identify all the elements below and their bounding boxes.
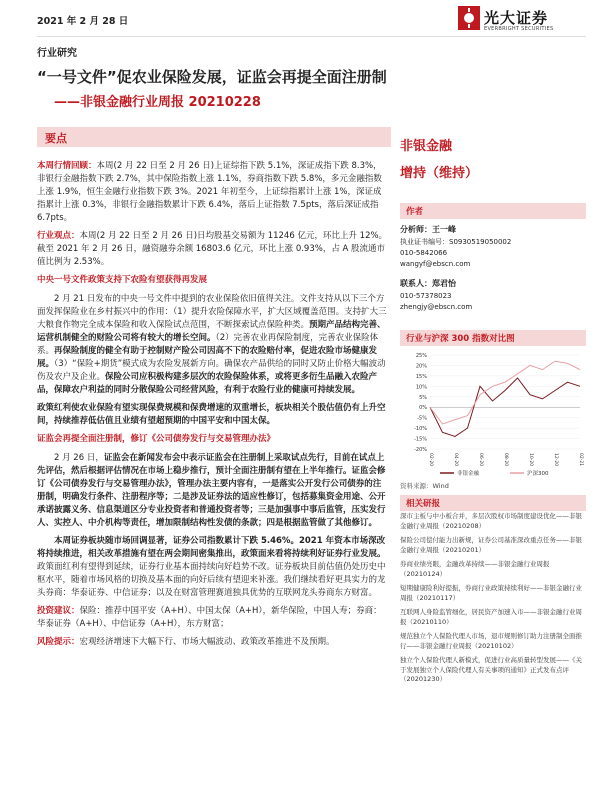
section1-title: 中央一号文件政策支持下农险有望获得再发展 bbox=[37, 275, 208, 285]
contact-email: zhengjy@ebscn.com bbox=[400, 303, 473, 311]
related-report-item[interactable]: 券商业绩亮眼，金融改革持续——非银金融行业周报（20210124） bbox=[400, 560, 550, 578]
logo-text-cn: 光大证券 bbox=[484, 9, 549, 27]
company-logo bbox=[458, 6, 588, 38]
report-category: 行业研究 bbox=[37, 48, 77, 59]
section2-title: 证监会再提全面注册制，修订《公司债券发行与交易管理办法》 bbox=[37, 434, 276, 444]
y-tick-label: 15% bbox=[415, 373, 427, 380]
x-tick-label: 04-20 bbox=[453, 453, 458, 467]
y-tick-label: 25% bbox=[415, 353, 427, 359]
s2p1a: 2 月 26 日， bbox=[54, 453, 104, 463]
legend-label: 沪深300 bbox=[527, 471, 549, 477]
investment-picks bbox=[37, 605, 389, 631]
picks-text: 保险：推荐中国平安（A+H）、中国太保（A+H），新华保险，中国人寿；券商：华泰证券（A+H）、中信证券（A+H），东方财富； bbox=[37, 606, 382, 629]
series-line bbox=[430, 361, 580, 424]
page-title: “一号文件”促农业保险发展，证监会再提全面注册制 bbox=[37, 68, 387, 86]
y-tick-label: 20% bbox=[415, 363, 427, 370]
section2-paragraph2 bbox=[37, 535, 389, 600]
x-tick-label: 02-20 bbox=[428, 453, 433, 467]
related-reports bbox=[400, 512, 586, 690]
related-report-item[interactable]: 深市主板与中小板合并，多层次股权市场制度建设优化——非银金融行业周报（20210208） bbox=[400, 512, 582, 530]
header-divider bbox=[37, 36, 586, 37]
y-tick-label: -10% bbox=[414, 426, 427, 433]
y-tick-label: -5% bbox=[417, 415, 427, 422]
related-report-item[interactable]: 独立个人保险代理人新模式，促进行业高质量转型发展——《关于发展独立个人保险代理人有关事项的通知》正式发布点评（20201230） bbox=[400, 656, 582, 683]
rating: 增持（维持） bbox=[400, 166, 479, 181]
weekly-review bbox=[37, 160, 389, 225]
logo-sun-icon bbox=[458, 6, 480, 30]
x-tick-label: 06-20 bbox=[478, 453, 483, 467]
related-report-item[interactable]: 保险公司偿付能力出新规，证券公司基准深改重点任务——非银金融行业周报（20210201） bbox=[400, 536, 582, 554]
related-label: 相关研报 bbox=[406, 499, 441, 509]
x-tick-label: 10-20 bbox=[528, 453, 533, 467]
section2-paragraph1 bbox=[37, 452, 389, 530]
risk-text: 宏观经济增速下大幅下行、市场大幅波动、政策改革推进不及预期。 bbox=[79, 637, 335, 647]
picks-label: 投资建议： bbox=[37, 606, 80, 616]
related-report-item[interactable]: 规范独立个人保险代理人市场，退市规则修订助力注册制全面推行——非银金融行业周报（20210102） bbox=[400, 632, 582, 650]
review-label: 本周行情回顾： bbox=[37, 161, 97, 171]
contact-phone: 010-57378023 bbox=[400, 292, 452, 300]
s1p1d: 再保险制度的健全有助于控制财产险公司因高不下的农险赔付率，促进农险市场健康发展。 bbox=[37, 346, 378, 369]
s2p2a: 本周证券板块随市场回调显著，证券公司指数累计下跌 5.46%。2021 年资本市场深改将持续推进，相关改革措施有望在两会期间密集推出，政策面来看将持续利好证券行业发展。 bbox=[37, 536, 386, 559]
s1p1b: 预期产品结构完善、运营机制健全的财险公司将有较大的增长空间。 bbox=[37, 320, 386, 343]
legend-label: 非银金融 bbox=[457, 471, 480, 477]
chart-header bbox=[400, 330, 586, 346]
main-content bbox=[37, 160, 389, 654]
viewpoint-text: 本周(2 月 22 日至 2 月 26 日)日均股基交易额为 11246 亿元，环比上升 12%。截至 2021 年 2 月 26 日，融资融券余额 16803.6 亿元，环比上涨 0.93%，占 A 股流通市值比例为 2.53%。 bbox=[37, 231, 388, 267]
x-tick-label: 02-21 bbox=[578, 453, 583, 467]
contact-name: 联系人：郑君怡 bbox=[400, 279, 456, 288]
risk-label: 风险提示： bbox=[37, 637, 80, 647]
chart-source: 资料来源：Wind bbox=[400, 482, 449, 490]
key-points-label: 要点 bbox=[45, 132, 67, 145]
section1-paragraph1 bbox=[37, 293, 389, 397]
report-date: 2021 年 2 月 28 日 bbox=[37, 16, 129, 27]
comparison-chart bbox=[400, 349, 586, 479]
s2p1c: ，管理办法主要内容有，一是落实公开发行公司债券的注册制，明确发行条件、注册程序等；二是涉及证券法的适应性修订，包括募集资金用途、公开承诺披露义务、信息渠道区分专业投资者和普通投资者等；三是加强事中事后监管，压实发行人、实控人、中介机构等责任，增加限制结构性发债的条款；四是根据监管做了其他修订。 bbox=[37, 479, 386, 528]
review-text: 本周(2 月 22 日至 2 月 26 日)上证综指下跌 5.1%，深证成指下跌 8.3%，非银行金融指数下跌 2.7%，其中保险指数上涨 1.1%，券商指数下跌 5.8%，多元金融指数上涨 1.9%，恒生金融行业指数下跌 3%。2021 年初至今，上证综指累计上涨 1%，深证成指累计上涨 0.3%，非银行金融指数累计下跌 6.4%，落后上证指数 7.5pts，落后深证成指 6.7pts。 bbox=[37, 161, 382, 223]
y-tick-label: -20% bbox=[414, 447, 427, 453]
author-label: 作者 bbox=[406, 207, 424, 217]
related-report-item[interactable]: 短期健康险利好提振，券商行业政策持续利好——非银金融行业周报（20210117） bbox=[400, 584, 582, 602]
analyst-email: wangyf@ebscn.com bbox=[400, 260, 471, 268]
industry-name: 非银金融 bbox=[400, 139, 453, 154]
analyst-phone: 010-5842066 bbox=[400, 249, 448, 257]
y-tick-label: 0% bbox=[419, 405, 427, 412]
y-tick-label: 10% bbox=[415, 384, 427, 391]
s2p2b: 政策面红利有望得到延续，证券行业基本面持续向好趋势不改。证券板块目前估值仍处历史中枢水平，随着市场风格的切换及基本面的向好后续有望迎来补涨。我们继续看好更具实力的龙头券商：华泰证券、中信证券；以及在财富管理赛道独具优势的互联网龙头券商东方财富。 bbox=[37, 562, 386, 598]
s1p1e: （3）“保险+期货”模式成为农险发展新方向。确保农产品供给的同时又防止价格大幅波动伤及农户及企业。 bbox=[37, 359, 386, 382]
x-tick-label: 12-20 bbox=[553, 453, 558, 467]
viewpoint-label: 行业观点： bbox=[37, 231, 80, 241]
logo-text-en: EVERBRIGHT SECURITIES bbox=[484, 26, 554, 32]
analyst-name: 分析师：王一峰 bbox=[400, 225, 456, 234]
related-report-item[interactable]: 互联网人身险监管细化，居民资产加速入市——非银金融行业周报（20210110） bbox=[400, 608, 582, 626]
chart-label: 行业与沪深 300 指数对比图 bbox=[406, 334, 515, 344]
risk-warning bbox=[37, 636, 389, 649]
y-tick-label: 5% bbox=[419, 394, 427, 401]
analyst-cert: 执业证书编号：S0930519050002 bbox=[400, 238, 512, 246]
s1p1c: （2）完善农业再保险制度，完善农业保险体系。 bbox=[37, 333, 379, 356]
author-header bbox=[400, 203, 586, 219]
industry-view bbox=[37, 230, 389, 269]
s1p1f: 保险公司应积极构建多层次的农险保险体系，或将更多衍生品融入农险产品，保障农户利益的同时分散保险公司经营风险，有利于农险行业的健康可持续发展。 bbox=[37, 372, 378, 395]
s1p1a: 2 月 21 日发布的中央一号文件中提到的农业保险依旧值得关注。文件支持从以下三个方面发挥保险业在乡村振兴中的作用：（1）提升农险保障水平，扩大区域覆盖范围。支持扩大三大粮食作物完全成本保险和收入保险试点范围，不断探索试点保险种类。 bbox=[37, 294, 387, 330]
section1-paragraph2: 政策红利使农业保险有望实现保费规模和保费增速的双重增长，板块相关个股估值仍有上升空间，持续推荐低估值且业绩有望超预期的中国平安和中国太保。 bbox=[37, 403, 386, 426]
page-subtitle: ——非银金融行业周报 20210228 bbox=[54, 95, 261, 110]
y-tick-label: -15% bbox=[414, 436, 427, 443]
s2p1b: 证监会在新闻发布会中表示证监会在注册制上采取试点先行，目前在试点上先评估，然后根据评估情况在市场上稳步推行，预计全面注册制有望在上半年推行。证监会修订《公司债券发行与交易管理办法》 bbox=[37, 453, 386, 489]
key-points-header bbox=[37, 127, 391, 147]
x-tick-label: 08-20 bbox=[503, 453, 508, 467]
related-header bbox=[400, 495, 586, 511]
